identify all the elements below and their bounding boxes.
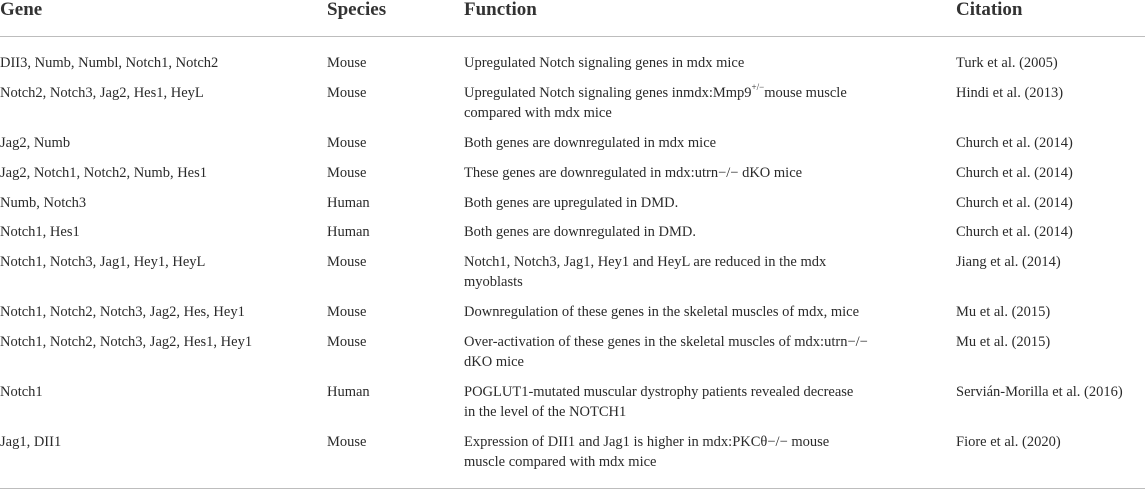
table-header — [0, 0, 1145, 37]
function-cell: Over-activation of these genes in the skeletal muscles of mdx:utrn−/− dKO mice — [464, 334, 868, 370]
species-cell: Human — [327, 384, 370, 400]
species-cell: Mouse — [327, 304, 367, 320]
citation-cell: Mu et al. (2015) — [956, 334, 1051, 350]
gene-cell: Notch2, Notch3, Jag2, Hes1, HeyL — [0, 85, 204, 101]
function-cell: Both genes are downregulated in mdx mice — [464, 135, 717, 151]
citation-cell: Turk et al. (2005) — [956, 55, 1058, 71]
species-cell: Mouse — [327, 434, 367, 450]
gene-cell: Jag1, DII1 — [0, 434, 62, 450]
gene-cell: Jag2, Notch1, Notch2, Numb, Hes1 — [0, 165, 208, 181]
species-cell: Mouse — [327, 334, 367, 350]
gene-cell: Notch1, Notch3, Jag1, Hey1, HeyL — [0, 254, 206, 270]
function-cell: Both genes are upregulated in DMD. — [464, 195, 679, 211]
gene-cell: Numb, Notch3 — [0, 195, 87, 211]
citation-cell: Church et al. (2014) — [956, 224, 1073, 240]
citation-cell: Hindi et al. (2013) — [956, 85, 1064, 101]
gene-cell: DII3, Numb, Numbl, Notch1, Notch2 — [0, 55, 219, 71]
species-cell: Mouse — [327, 55, 367, 71]
citation-cell: Fiore et al. (2020) — [956, 434, 1061, 450]
header-gene: Gene — [0, 0, 43, 20]
function-cell: Expression of DII1 and Jag1 is higher in mdx:PKCθ−/− mouse muscle compared with mdx mice — [464, 434, 830, 470]
citation-cell: Mu et al. (2015) — [956, 304, 1051, 320]
function-cell: These genes are downregulated in mdx:utrn−/− dKO mice — [464, 165, 803, 181]
gene-cell: Notch1, Notch2, Notch3, Jag2, Hes1, Hey1 — [0, 334, 253, 350]
species-cell: Human — [327, 195, 370, 211]
header-citation: Citation — [956, 0, 1023, 20]
function-cell: Upregulated Notch signaling genes in mdx mice — [464, 55, 745, 71]
citation-cell: Church et al. (2014) — [956, 195, 1073, 211]
citation-cell: Jiang et al. (2014) — [956, 254, 1061, 270]
species-cell: Human — [327, 224, 370, 240]
table-bottom-rule — [0, 488, 1145, 489]
header-species: Species — [327, 0, 387, 20]
function-cell: Both genes are downregulated in DMD. — [464, 224, 696, 240]
gene-cell: Notch1 — [0, 384, 43, 400]
gene-cell: Notch1, Notch2, Notch3, Jag2, Hes, Hey1 — [0, 304, 245, 320]
species-cell: Mouse — [327, 165, 367, 181]
gene-cell: Notch1, Hes1 — [0, 224, 80, 240]
citation-cell: Church et al. (2014) — [956, 165, 1073, 181]
function-cell: Upregulated Notch signaling genes inmdx:Mmp9+/−mouse muscle compared with mdx mice — [464, 82, 847, 121]
genotype-superscript: +/− — [751, 82, 765, 92]
header-function: Function — [464, 0, 537, 20]
species-cell: Mouse — [327, 85, 367, 101]
citation-cell: Church et al. (2014) — [956, 135, 1073, 151]
species-cell: Mouse — [327, 254, 367, 270]
gene-cell: Jag2, Numb — [0, 135, 71, 151]
function-cell: Notch1, Notch3, Jag1, Hey1 and HeyL are reduced in the mdx myoblasts — [464, 254, 827, 290]
species-cell: Mouse — [327, 135, 367, 151]
citation-cell: Servián-Morilla et al. (2016) — [956, 384, 1123, 400]
function-cell: POGLUT1-mutated muscular dystrophy patients revealed decrease in the level of the NOTCH1 — [464, 384, 854, 420]
function-cell: Downregulation of these genes in the skeletal muscles of mdx, mice — [464, 304, 860, 320]
